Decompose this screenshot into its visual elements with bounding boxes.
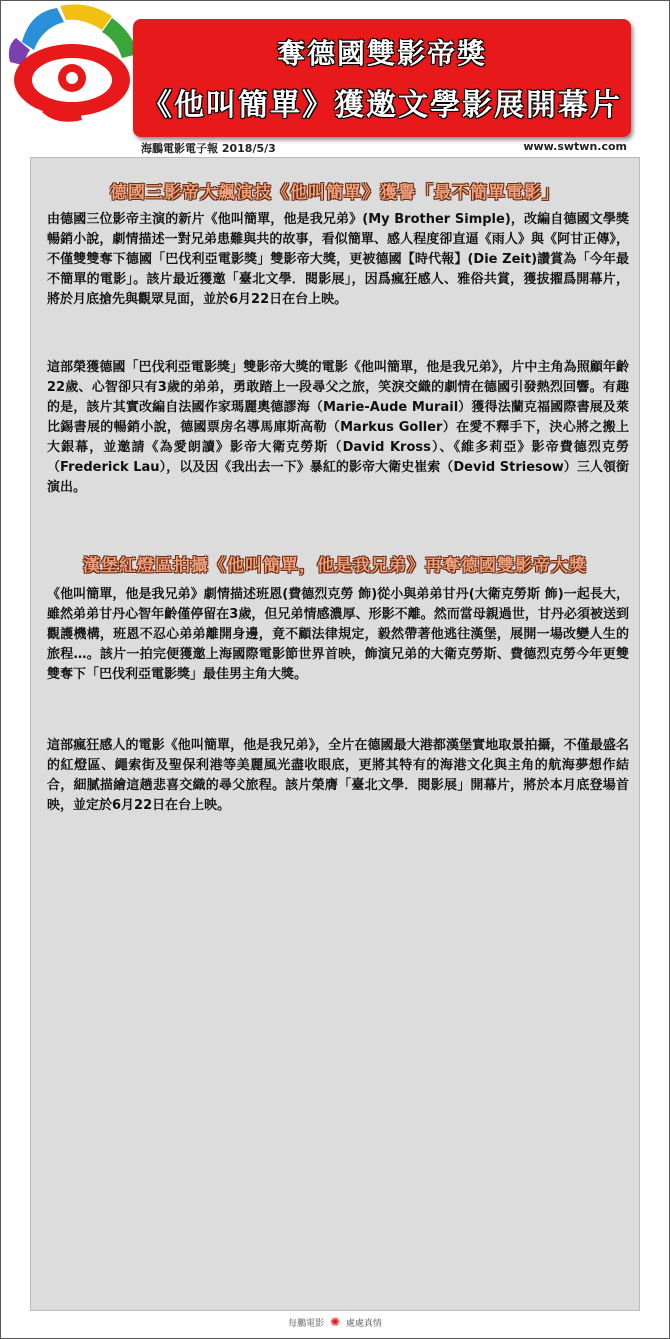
site-url: www.swtwn.com — [523, 140, 627, 153]
article-body — [30, 157, 640, 1311]
footer-right-text: 處處真情 — [345, 1319, 382, 1329]
headline-line-1: 奪德國雙影帝獎 — [276, 37, 487, 70]
paragraph-3: 《他叫簡單，他是我兄弟》劇情描述班恩(費德烈克勞 飾)從小與弟弟甘丹(大衛克勞斯 飾)一起長大，雖然弟弟甘丹心智年齡僅停留在3歲，但兄弟情感濃厚、形影不離。然而當母親過世，甘丹必須被送到觀護機構，班恩不忍心弟弟離開身邊，竟不顧法律規定，毅然帶著他逃往漢堡，展開一場改變人生的旅程…。該片一拍完便獲邀上海國際電影節世界首映，飾演兄弟的大衛克勞斯、費德烈克勞今年更雙雙奪下「巴伐利亞電影獎」最佳男主角大獎。 — [47, 587, 629, 682]
meta-bar — [141, 140, 627, 154]
footer-logo-icon: ✺ — [329, 1315, 341, 1329]
paragraph-2: 這部榮獲德國「巴伐利亞電影獎」雙影帝大獎的電影《他叫簡單，他是我兄弟》，片中主角為照顧年齡22歲、心智卻只有3歲的弟弟，勇敢踏上一段尋父之旅，笑淚交織的劇情在德國引發熱烈回響。有趣的是，該片其實改編自法國作家瑪麗奧德謬海（Marie-Aude Murail）獲得法蘭克福國際書展及萊比錫書展的暢銷小說，德國票房名導馬庫斯高勒（Markus Goller）在愛不釋手下，決心將之搬上大銀幕，並邀請《為愛朗讀》影帝大衛克勞斯（David Kross）、《維多莉亞》影帝費德烈克勞（Frederick Lau），以及因《我出去一下》暴紅的影帝大衛史崔索（Devid Striesow）三人領銜演出。 — [47, 360, 629, 495]
paragraph-1: 由德國三位影帝主演的新片《他叫簡單，他是我兄弟》(My Brother Simple)，改編自德國文學獎暢銷小說，劇情描述一對兄弟患難與共的故事，看似簡單、感人程度卻直逼《雨人》與《阿甘正傳》，不僅雙雙奪下德國「巴伐利亞電影獎」雙影帝大獎，更被德國【時代報】(Die Zeit)讚賞為「今年最不簡單的電影」。該片最近獲邀「臺北文學．閱影展」，因爲瘋狂感人、雅俗共賞，獲拔擢爲開幕片，將於月底搶先與觀眾見面，並於6月22日在台上映。 — [47, 212, 629, 307]
headline-line-2: 《他叫簡單》獲邀文學影展開幕片 — [142, 88, 622, 123]
footer-left-text: 每鵬電影 — [288, 1319, 325, 1329]
paragraph-4: 這部瘋狂感人的電影《他叫簡單，他是我兄弟》，全片在德國最大港都漢堡實地取景拍攝，不僅最盛名的紅燈區、繩索街及聖保利港等美麗風光盡收眼底，更將其特有的海港文化與主角的航海夢想作結合，細膩描繪這趟悲喜交織的尋父旅程。該片榮膺「臺北文學．閱影展」開幕片，將於本月底登場首映，並定於6月22日在台上映。 — [47, 738, 629, 813]
section-heading-1: 德國三影帝大飆演技《他叫簡單》獲譽「最不簡單電影」 — [110, 183, 560, 203]
headline-banner — [133, 19, 631, 137]
section-heading-2: 漢堡紅燈區拍攝《他叫簡單，他是我兄弟》再奪德國雙影帝大獎 — [83, 556, 587, 576]
footer — [0, 1315, 670, 1329]
logo-icon — [2, 2, 152, 130]
source-date: 海鵬電影電子報 2018/5/3 — [141, 142, 276, 155]
